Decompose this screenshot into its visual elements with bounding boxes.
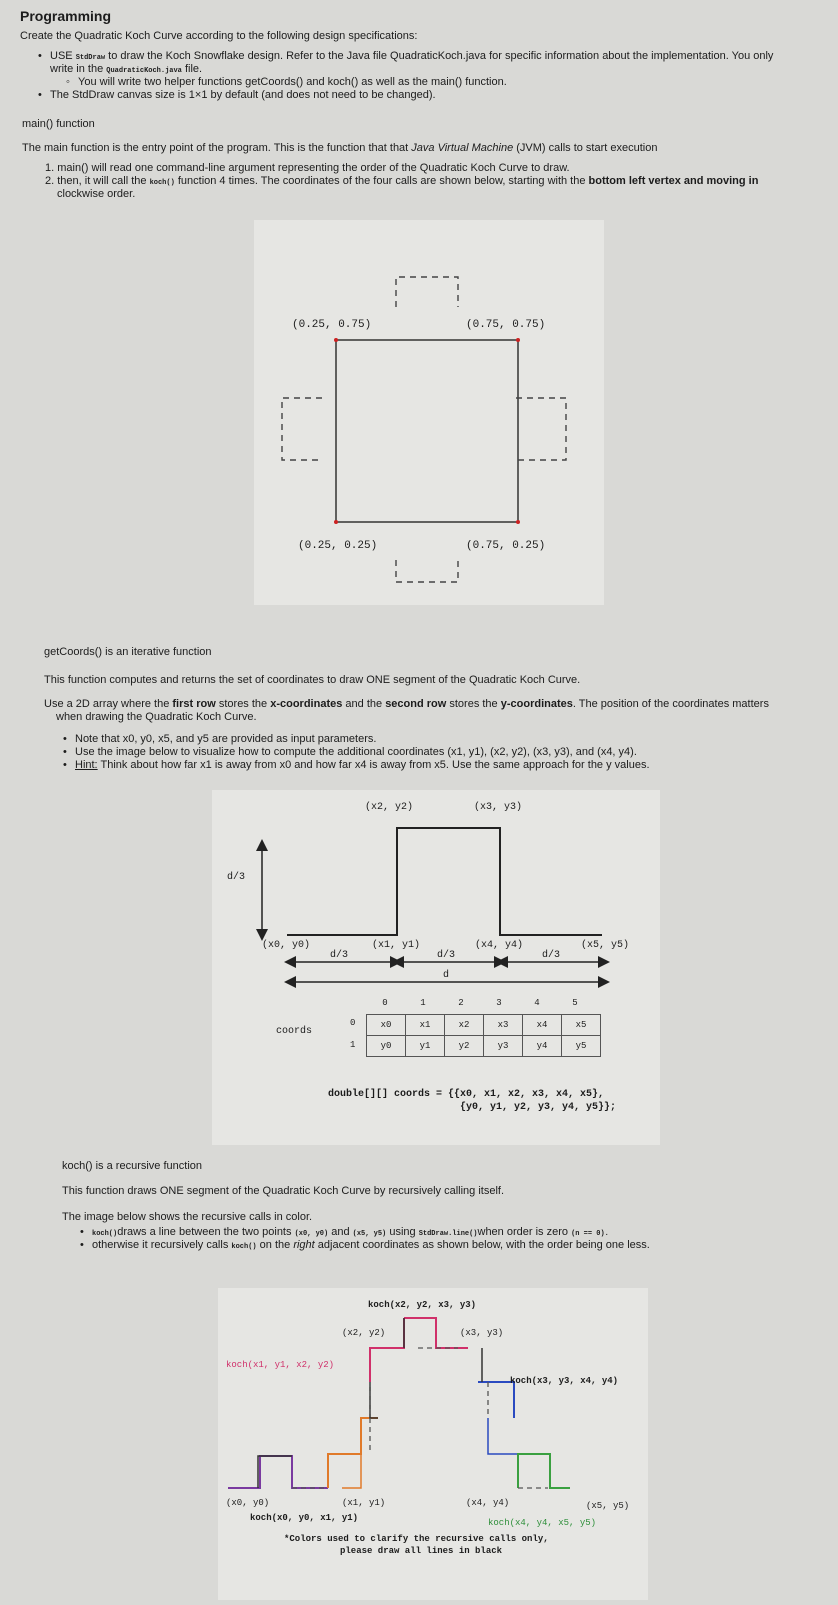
main-step2-bold: bottom left vertex and moving in [588, 175, 759, 187]
spec-b1-c: write in the [50, 63, 104, 75]
figure-coords-panel [212, 790, 660, 1145]
main-square [336, 340, 518, 522]
spec-b1-a: USE [50, 50, 73, 62]
main-desc-jvm: Java Virtual Machine [411, 142, 514, 154]
vertex-bl [334, 520, 338, 524]
gc-hint-text: Think about how far x1 is away from x0 and how far x4 is away from x5. Use the same approach for the y values. [97, 759, 650, 771]
main-step-1: 1. main() will read one command-line argument representing the order of the Quadratic Koch Curve to draw. [45, 162, 570, 174]
label-bottom-right: (0.75, 0.25) [466, 540, 546, 552]
label-x3y3: (x3, y3) [474, 802, 523, 813]
koch-bullet-2 [92, 1239, 650, 1254]
right-bump [516, 398, 566, 460]
gc-p2-c: and the [342, 698, 386, 710]
table-row [367, 1015, 601, 1036]
coords-label: coords [276, 1026, 313, 1037]
vertex-br [516, 520, 520, 524]
table-cell: x4 [523, 1015, 562, 1036]
getcoords-p1: This function computes and returns the set of coordinates to draw ONE segment of the Quadratic Koch Curve. [44, 674, 581, 686]
table-cell: x1 [406, 1015, 445, 1036]
figure-recursion-panel [218, 1288, 648, 1600]
spec-sub-bullet: ◦ You will write two helper functions getCoords() and koch() as well as the main() function. [78, 76, 507, 89]
main-step-2 [45, 175, 758, 190]
kb1-d: and [331, 1226, 350, 1238]
coords-col-headers [366, 993, 594, 1013]
table-cell: x3 [484, 1015, 523, 1036]
table-cell: y3 [484, 1036, 523, 1057]
label-bottom-left: (0.25, 0.25) [298, 540, 378, 552]
spec-bullet-2: • The StdDraw canvas size is 1×1 by default (and does not need to be changed). [50, 89, 436, 102]
label-d3-c: d/3 [542, 950, 561, 961]
spec-b1-b: to draw the Koch Snowflake design. Refer to the Java file QuadraticKoch.java for specific information about the implementation. You only [108, 50, 774, 62]
koch-p1: This function draws ONE segment of the Quadratic Koch Curve by recursively calling itself. [62, 1185, 505, 1197]
koch-title: koch() is a recursive function [62, 1160, 202, 1172]
koch-segment-line [287, 828, 602, 935]
label-d3-b: d/3 [437, 950, 456, 961]
kb1-f: using [389, 1226, 416, 1238]
getcoords-p2 [44, 698, 769, 711]
gc-p2-b3: second row [385, 698, 447, 710]
col-header: 3 [496, 998, 502, 1008]
label-x4y4: (x4, y4) [475, 940, 524, 951]
main-desc-a: The main function is the entry point of the program. This is the function that that [22, 142, 412, 154]
gc-hint-label: Hint: [75, 759, 98, 771]
main-step2-a: 2. then, it will call the [45, 175, 147, 187]
call-top: koch(x2, y2, x3, y3) [368, 1300, 477, 1310]
koch-code: koch() [149, 179, 175, 187]
figure-square-panel [254, 220, 604, 605]
label-top-right: (0.75, 0.75) [466, 319, 546, 331]
segment-purple [228, 1456, 328, 1488]
f3-label-x2y2: (x2, y2) [342, 1328, 386, 1338]
table-cell: y4 [523, 1036, 562, 1057]
segment-green [518, 1454, 570, 1488]
intro-text: Create the Quadratic Koch Curve according to the following design specifications: [20, 30, 418, 42]
segment-blue-inner [488, 1418, 518, 1488]
col-header: 2 [458, 998, 464, 1008]
table-cell: y5 [562, 1036, 601, 1057]
label-d: d [443, 970, 450, 981]
table-cell: x2 [445, 1015, 484, 1036]
color-note-2: please draw all lines in black [340, 1546, 503, 1556]
kb1-c: (x0, y0) [294, 1230, 329, 1238]
gc-p2-b: stores the [215, 698, 271, 710]
label-top-left: (0.25, 0.75) [292, 319, 372, 331]
gc-p2-d: stores the [446, 698, 501, 710]
java-file-code: QuadraticKoch.java [106, 67, 182, 75]
table-cell: y2 [445, 1036, 484, 1057]
label-d3-a: d/3 [330, 950, 349, 961]
table-cell: y1 [406, 1036, 445, 1057]
main-step-2-cont: clockwise order. [57, 188, 136, 200]
row-index-0: 0 [350, 1018, 356, 1028]
kb2-a: otherwise it recursively calls [92, 1239, 229, 1251]
f3-label-x4y4: (x4, y4) [466, 1498, 510, 1508]
f3-label-x1y1: (x1, y1) [342, 1498, 386, 1508]
gc-p2-b4: y-coordinates [500, 698, 573, 710]
kb1-h: when order is zero [477, 1226, 568, 1238]
stddraw-code: StdDraw [75, 54, 106, 62]
label-x0y0: (x0, y0) [262, 940, 311, 951]
kb1-a: koch() [92, 1230, 118, 1238]
f3-label-x0y0: (x0, y0) [226, 1498, 270, 1508]
main-step2-b: function 4 times. The coordinates of the four calls are shown below, starting with the [177, 175, 586, 187]
getcoords-title: getCoords() is an iterative function [44, 646, 212, 658]
kb1-e: (x5, y5) [352, 1230, 387, 1238]
spec-b1-d: file. [184, 63, 203, 75]
gc-p2-b1: first row [172, 698, 216, 710]
main-desc-b: (JVM) calls to start execution [513, 142, 658, 154]
table-cell: x0 [367, 1015, 406, 1036]
kb1-i: (n == 0). [571, 1230, 609, 1238]
top-bump [396, 277, 458, 307]
col-header: 4 [534, 998, 540, 1008]
left-bump [282, 398, 322, 460]
call-left: koch(x1, y1, x2, y2) [226, 1360, 335, 1370]
segment-magenta-top [404, 1318, 468, 1348]
gc-p2-a: Use a 2D array where the [44, 698, 173, 710]
getcoords-p2-cont: when drawing the Quadratic Koch Curve. [56, 711, 257, 723]
table-row [367, 1036, 601, 1057]
color-note-1: *Colors used to clarify the recursive calls only, [284, 1534, 549, 1544]
call-bottom-right: koch(x4, y4, x5, y5) [488, 1518, 597, 1528]
kb2-d: right [293, 1239, 315, 1251]
f3-label-x5y5: (x5, y5) [586, 1501, 630, 1511]
segment-blue [478, 1382, 514, 1418]
coords-table [366, 1014, 601, 1057]
gc-note-1: • Note that x0, y0, x5, and y5 are provided as input parameters. [75, 733, 376, 746]
label-x1y1: (x1, y1) [372, 940, 421, 951]
coords-declaration-1: double[][] coords = {{x0, x1, x2, x3, x4, x5}, [328, 1089, 605, 1100]
gc-p2-b2: x-coordinates [270, 698, 343, 710]
coords-declaration-2: {y0, y1, y2, y3, y4, y5}}; [460, 1102, 617, 1113]
gc-p2-e: . The position of the coordinates matters [572, 698, 769, 710]
inner-black-1 [258, 1456, 292, 1488]
bottom-bump [396, 560, 458, 582]
label-x2y2: (x2, y2) [365, 802, 414, 813]
col-header: 1 [420, 998, 426, 1008]
segment-orange-inner [342, 1454, 361, 1488]
main-desc [22, 142, 657, 155]
vertex-tr [516, 338, 520, 342]
call-bottom-left: koch(x0, y0, x1, y1) [250, 1513, 359, 1523]
kb1-g: StdDraw.line() [418, 1230, 478, 1238]
label-d3-vertical: d/3 [227, 872, 246, 883]
gc-note-2: • Use the image below to visualize how to compute the additional coordinates (x1, y1), (x2, y2), (x3, y3), and (x4, y4). [75, 746, 637, 759]
inner-black-3 [370, 1382, 378, 1418]
kb2-e: adjacent coordinates as shown below, with the order being one less. [317, 1239, 650, 1251]
f3-label-x3y3: (x3, y3) [460, 1328, 504, 1338]
kb2-c: on the [259, 1239, 291, 1251]
table-cell: x5 [562, 1015, 601, 1036]
row-index-1: 1 [350, 1040, 356, 1050]
main-title: main() function [22, 118, 95, 130]
kb1-b: draws a line between the two points [117, 1226, 292, 1238]
kb2-b: koch() [231, 1243, 257, 1251]
gc-note-3 [75, 759, 650, 772]
koch-p2: The image below shows the recursive calls in color. [62, 1211, 313, 1223]
square-vertices [334, 338, 520, 524]
page-title: Programming [20, 8, 112, 24]
call-right: koch(x3, y3, x4, y4) [510, 1376, 619, 1386]
col-header: 5 [572, 998, 578, 1008]
col-header: 0 [382, 998, 388, 1008]
table-cell: y0 [367, 1036, 406, 1057]
label-x5y5: (x5, y5) [581, 940, 630, 951]
vertex-tl [334, 338, 338, 342]
